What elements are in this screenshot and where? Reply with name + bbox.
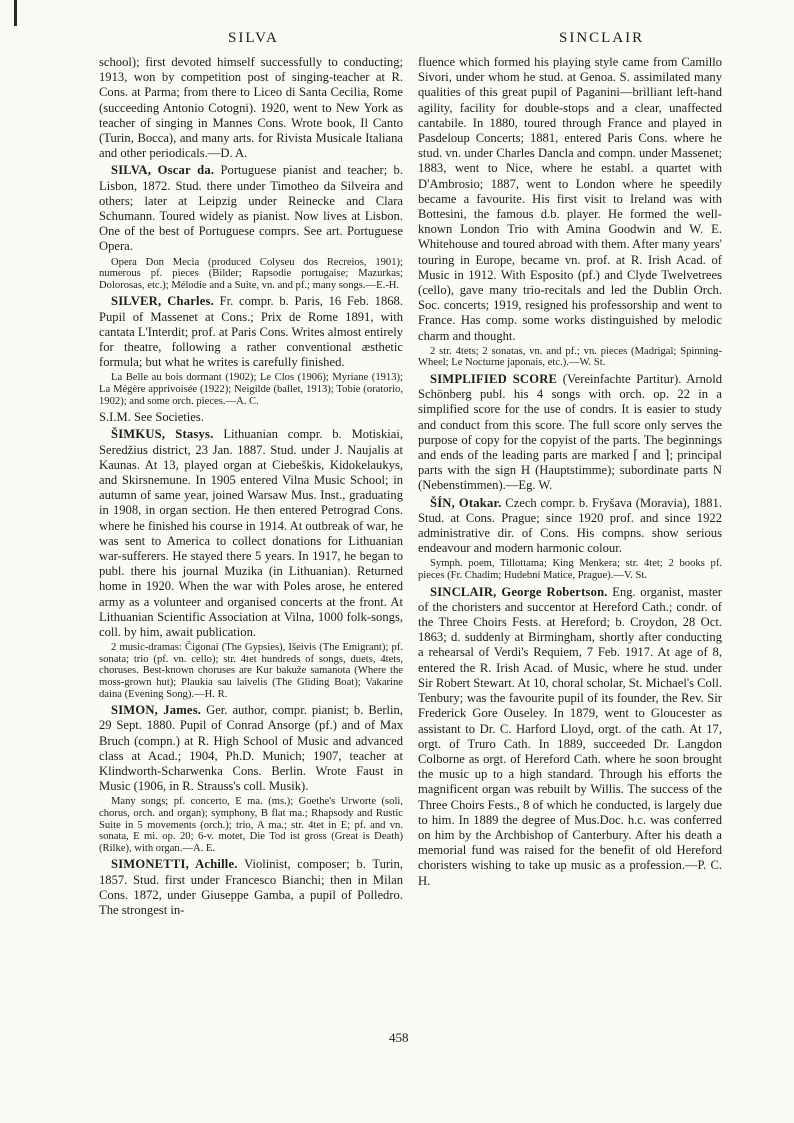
entry-body: fluence which formed his playing style came from Camillo Sivori, under whom he stud. at Genoa. S. assimilated many qualities of this great pupil of Paganini—brilliant left-hand agility, facility for double-stops and a clear, unaffected cantabile. In 1880, toured through France and played in Pasdeloup Concerts; 1881, entered Paris Cons. where he stud. vn. under Charles Dancla and compn. under Massenet; 1883, went to Nice, where he establ. a quartet with D'Ambrosio; 1887, went to London where he speedily became a favourite. His first visit to Ireland was with Bottesini, the famous d.b. player. He formed the well-known London Trio with Amina Goodwin and W. E. Whitehouse and toured abroad with them. After many years' touring in Europe, became vn. prof. at R. Irish Acad. of Music in 1912. With Esposito (pf.) and Clyde Twelvetrees (cello), gave many trio-recitals and led the Dublin Orch. Soc. concerts; 1919, resigned his professorship and went to France. Has comp. some works distinguished by melodic charm and thought.: [418, 55, 722, 343]
dictionary-entry: [99, 163, 403, 254]
entry-body: Czech compr. b. Fryšava (Moravia), 1881. Stud. at Cons. Prague; since 1920 prof. and since 1922 administrative dir. of Cons. His compns. show serious endeavour and modern harmonic colour.: [418, 495, 722, 556]
entry-body: Opera Don Mecia (produced Colyseu dos Recreios, 1901); numerous pf. pieces (Bilder; Rapsodie portugaise; Mazurkas; Dolorosas, etc.); Mélodie and a Suite, vn. and pf.; many songs.—E.-H.: [99, 256, 403, 291]
entry-body: Fr. compr. b. Paris, 16 Feb. 1868. Pupil of Massenet at Cons.; Prix de Rome 1891, with cantata L'Interdit; prof. at Paris Cons. Writes almost entirely for theatre, following a rather conventional æsthetic formula; but what he writes is carefully finished.: [99, 294, 403, 370]
page-number: 458: [389, 1030, 409, 1045]
works-list: [99, 257, 403, 292]
entry-body: Symph. poem, Tillottama; King Menkera; str. 4tet; 2 books pf. pieces (Fr. Chadim; Hudební Matice, Prague).—V. St.: [418, 558, 722, 582]
works-list: [418, 558, 722, 581]
entry-body: S.I.M. See Societies.: [99, 410, 204, 425]
entry-headword: SILVA, Oscar da.: [111, 163, 215, 178]
entry-headword: SILVER, Charles.: [111, 294, 214, 309]
running-head-left: SILVA: [228, 30, 279, 46]
dictionary-entry: [99, 427, 403, 640]
entry-body: Portuguese pianist and teacher; b. Lisbon, 1872. Stud. there under Timotheo da Silveira and others; later at Leipzig under Reinecke and Clara Schumann. Toured widely as pianist. Now lives at Lisbon. One of the best of Portuguese comprs. See art. Portuguese Opera.: [99, 163, 404, 254]
entry-body: 2 music-dramas: Čigonai (The Gypsies), Išeivis (The Emigrant); pf. sonata; trio (pf. vn. cello); str. 4tet hundreds of songs, duets, 4tets, choruses. Best-known choruses are Kur bakuže samanota (Where the moss-grown hut); Plaukia sau laivelis (The Gliding Boat); Vakarine daina (Evening Song).—H. R.: [99, 642, 403, 700]
entry-body: La Belle au bois dormant (1902); Le Clos (1906); Myriane (1913); La Mégère apprivoisée (1922); Neigilde (ballet, 1913); Tobie (oratorio, 1902); and some orch. pieces.—A. C.: [99, 372, 403, 407]
dictionary-entry: [99, 294, 403, 370]
works-list: [418, 346, 722, 369]
entry-text: [99, 55, 403, 161]
dictionary-entry: [418, 372, 722, 494]
entry-text: [418, 55, 722, 344]
entry-body: Violinist, composer; b. Turin, 1857. Stud. first under Francesco Bianchi; then in Milan Cons. 1872, under Giuseppe Gamba, a pupil of Polledro. The strongest in-: [99, 857, 403, 918]
entry-headword: SIMONETTI, Achille.: [111, 857, 238, 872]
entry-body: Many songs; pf. concerto, E ma. (ms.); Goethe's Urworte (soli, chorus, orch. and organ); symphony, B flat ma.; Rhapsody and Rustic Suite in 5 movements (orch.); trio, A ma.; str. 4tet in E; pf. and vn. sonata, E mi. op. 20; 6-v. motet, Die Tod ist gross (Great is Death) (Rilke), with organ.—A. E.: [99, 796, 403, 854]
entry-headword: SIMON, James.: [111, 703, 202, 718]
entry-body: Eng. organist, master of the choristers and succentor at Hereford Cath.; condr. of the Three Choirs Fests. at Hereford; b. Croydon, 28 Oct. 1863; d. suddenly at Birmingham, shortly after conducting a rehearsal of Verdi's Requiem, 7 Feb. 1917. At age of 8, entered the R. Irish Acad. of Music, where he stud. under Sir Robert Stewart. At 10, choral scholar, St. Michael's Coll. Tenbury; was the favourite pupil of its founder, the Rev. Sir Frederick Gore Ouseley. In 1879, went to Gloucester as assistant to Dr. C. Harford Lloyd, orgt. of the cath. At 17, orgt. of Truro Cath. In 1889, succeeded Dr. Langdon Colborne as orgt. of Hereford Cath. where he soon brought the music up to a high standard. Through his efforts the magnificent organ was rebuilt by Willis. The success of the Three Choirs Fests., 8 of which he conducted, is largely due to him. In 1889 the degree of Mus.Doc. h.c. was conferred on him by the Archbishop of Canterbury. After his death a memorial fund was raised for the benefit of old Hereford choristers wishing to take up music as a profession.—P. C. H.: [418, 584, 722, 888]
dictionary-entry: [99, 703, 403, 794]
entry-text: [99, 410, 403, 425]
entry-headword: ŠÍN, Otakar.: [430, 495, 502, 510]
dictionary-entry: [99, 857, 403, 918]
entry-body: Ger. author, compr. pianist; b. Berlin, 29 Sept. 1880. Pupil of Conrad Ansorge (pf.) and of Max Bruch (compn.) at R. High School of Music and advanced class at Acad.; 1904, Ph.D. Munich; 1907, teacher at Klindworth-Scharwenka Cons. Berlin. Wrote Faust in Music (1906, in R. Strauss's coll. Musik).: [99, 703, 403, 794]
entry-body: (Vereinfachte Partitur). Arnold Schönberg publ. his 4 songs with orch. op. 22 in a simplified score for the use of condrs. It is easier to study and conduct from this score. The full score only serves the purpose of copy for the copyist of the parts. The beginnings and ends of the leading parts are marked ⌈ and ⌉; principal parts with the sign H (Hauptstimme); subordinate parts N (Nebenstimmen).—Eg. W.: [418, 372, 722, 493]
running-head-right: SINCLAIR: [559, 30, 645, 46]
left-column: [99, 55, 403, 920]
works-list: [99, 642, 403, 700]
works-list: [99, 372, 403, 407]
binding-edge-mark: [14, 0, 17, 26]
entry-body: 2 str. 4tets; 2 sonatas, vn. and pf.; vn. pieces (Madrigal; Spinning-Wheel; Le Nocturne japonais, etc.).—W. St.: [418, 345, 722, 369]
entry-body: school); first devoted himself successfully to conducting; 1913, won by competition post of singing-teacher at R. Cons. at Parma; from there to Liceo di Santa Cecilia, Rome (succeeding Antonio Cotogni). 1920, went to New York as teacher of singing in Mannes Cons. Wrote book, Il Canto (Turin, Bocca), and many arts. for Rivista Musicale Italiana and other periodicals.—D. A.: [99, 55, 403, 161]
entry-body: Lithuanian compr. b. Motiskiai, Seredžius district, 23 Jan. 1887. Stud. under J. Naujalis at Kaunas. At 13, played organ at Ciebeškis, Kidokelaukys, and Skirsnemune. In 1905 entered Vilna Music School; in autumn of same year, joined Warsaw Mus. Inst., graduating in 1908, in organ section. He then entered Petrograd Cons. where he finished his course in 1914. At outbreak of war, he was sent to America to collect donations for Lithuanian war-sufferers. He stayed there 5 years. In 1917, he began to publ. there his journal Muzika (in Lithuanian). Returned home in 1920. When the war with Poles arose, he entered army as a volunteer and organised concerts at the front. At Lithuanian Scientific Association at Vilna, 1000 folk-songs, coll. by him, await publication.: [99, 427, 403, 640]
right-column: [418, 55, 722, 891]
dictionary-entry: [418, 585, 722, 889]
entry-headword: SIMPLIFIED SCORE: [430, 372, 558, 387]
entry-headword: ŠIMKUS, Stasys.: [111, 427, 214, 442]
entry-headword: SINCLAIR, George Robertson.: [430, 584, 608, 599]
dictionary-entry: [418, 496, 722, 557]
works-list: [99, 796, 403, 854]
